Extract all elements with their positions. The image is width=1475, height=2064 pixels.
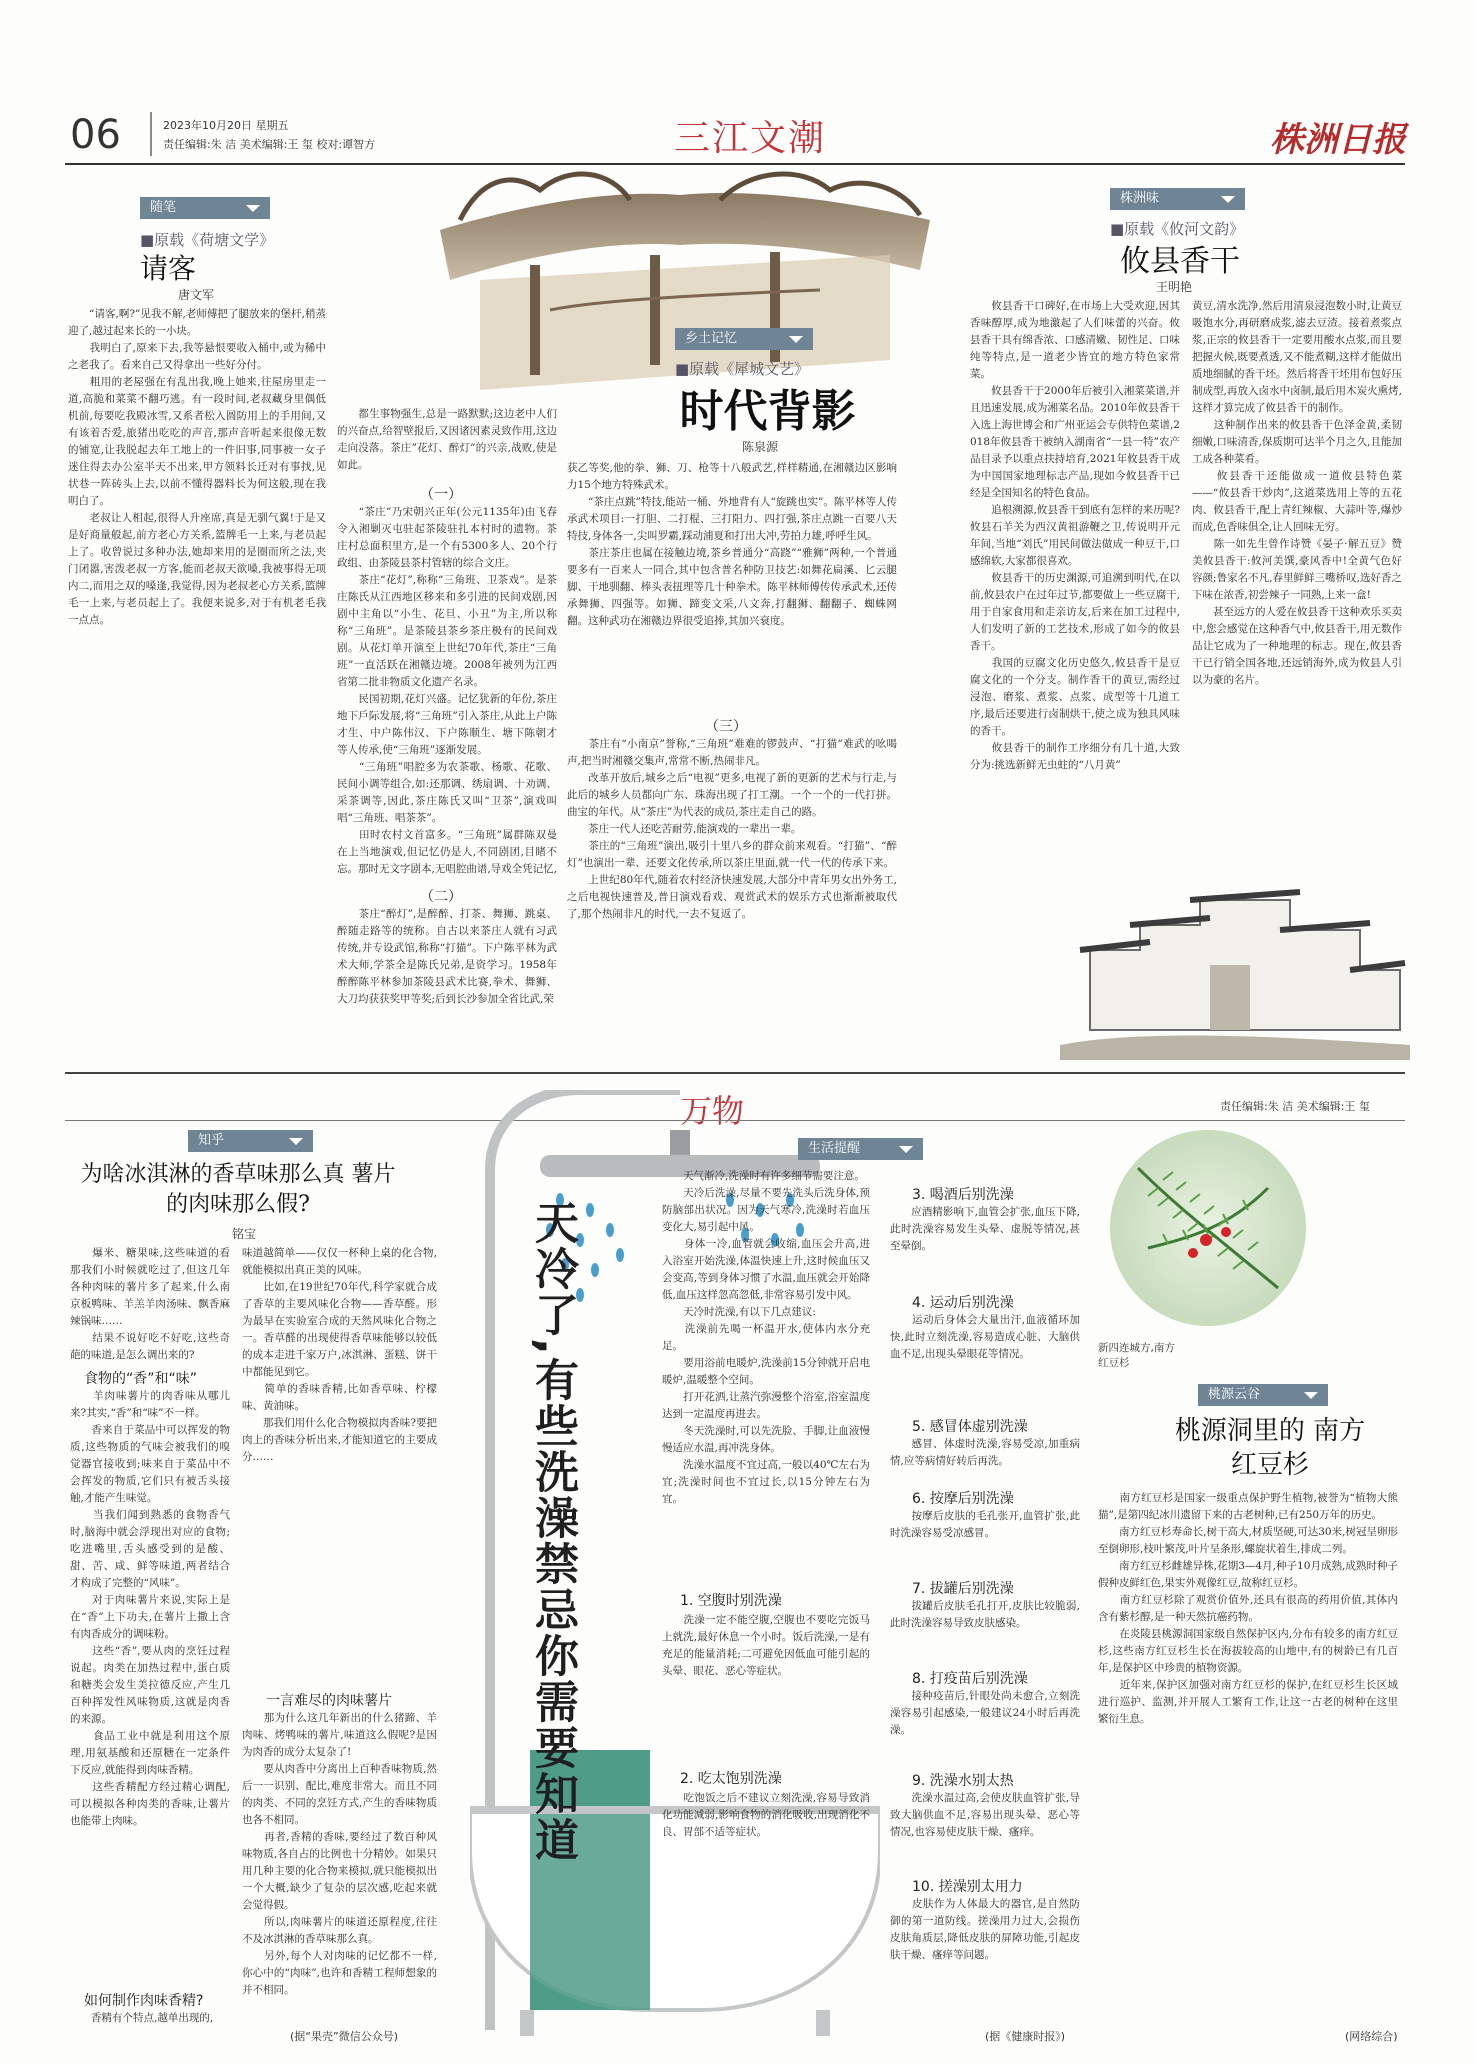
section-marker: （一） bbox=[420, 487, 462, 503]
chevron-down-icon bbox=[1304, 1392, 1318, 1399]
author-name: 唐文军 bbox=[178, 288, 215, 302]
chevron-down-icon bbox=[289, 1138, 303, 1145]
masthead-logo: 株洲日报 bbox=[1270, 120, 1406, 160]
article-title: 攸县香干 bbox=[1120, 244, 1240, 279]
article-body: 按摩后皮肤的毛孔张开,血管扩张,此时洗澡容易受凉感冒。 bbox=[890, 1510, 1080, 1539]
article-body: 南方红豆杉是国家一级重点保护野生植物,被誉为“植物大熊猫”,是第四纪冰川遗留下来的古老树种,已有250万年的历史。 南方红豆杉寿命长,树干高大,材质坚硬,可达30米,树冠呈卵形至倒卵形,枝叶繁茂,叶片呈条形,螺旋状着生,排成二列。 南方红豆杉雌雄异株,花期3—4月,种子10月成熟,成熟时种子假种皮鲜红色,果实外观像红豆,故称红豆杉。 南方红豆杉除了观赏价值外,还具有很高的药用价值,其体内含有紫杉醇,是一种天然抗癌药物。 在炎陵县桃源洞国家级自然保护区内,分布有较多的南方红豆杉,这些南方红豆杉生长在海拔较高的山地中,有的树龄已有几百年,是保护区中珍贵的植物资源。 近年来,保护区加强对南方红豆杉的保护,在红豆杉生长区域进行巡护、监测,并开展人工繁育工作,让这一古老的树种在这里繁衍生息。 bbox=[1098, 1492, 1398, 1725]
article-body: 香精有个特点,越单出现的, bbox=[70, 2012, 214, 2024]
subheading: 3. 喝酒后别洗澡 bbox=[912, 1187, 1014, 1203]
author-name: 王明艳 bbox=[1156, 280, 1193, 294]
subheading: 2. 吃太饱别洗澡 bbox=[680, 1771, 782, 1787]
page-divider bbox=[65, 1072, 1405, 1074]
source-note: ■原载《攸河文韵》 bbox=[1110, 220, 1245, 238]
tag-label: 知乎 bbox=[198, 1133, 225, 1148]
article-title: 时代背影 bbox=[679, 386, 856, 437]
source-note: ■原载《荷塘文学》 bbox=[140, 231, 275, 249]
column-tag-rural-memory bbox=[675, 328, 813, 350]
column-tag-zhihu bbox=[188, 1130, 313, 1152]
tag-label: 株洲味 bbox=[1120, 191, 1160, 206]
page-number: 06 bbox=[70, 112, 121, 158]
article-body: 运动后身体会大量出汗,血液循环加快,此时立刻洗澡,容易造成心脏、大脑供血不足,出现头晕眼花等情况。 bbox=[890, 1314, 1080, 1360]
source-note: ■原载《犀城文艺》 bbox=[675, 360, 810, 378]
subheading: 5. 感冒体虚别洗澡 bbox=[912, 1419, 1028, 1435]
chevron-down-icon bbox=[899, 1146, 913, 1153]
feature-title-vertical: 天冷了,有些洗澡禁忌你需要知道 bbox=[527, 1200, 578, 1863]
column-tag-life-tips bbox=[798, 1138, 923, 1160]
article-body: 应酒精影响下,血管会扩张,血压下降,此时洗澡容易发生头晕、虚脱等情况,甚至晕倒。 bbox=[890, 1206, 1080, 1252]
article-body: 那为什么这几年新出的什么猪蹄、羊肉味、烤鸭味的薯片,味道这么假呢?是因为肉香的成分太复杂了! 要从肉香中分离出上百种香味物质,然后一一识别、配比,难度非常大。而且不同的肉类、不同的烹饪方式,产生的香味物质也各不相同。 再者,香精的香味,要经过了数百种风味物质,各自占的比例也十分精妙。如果只用几种主要的化合物来模拟,就只能模拟出一个大概,缺少了复杂的层次感,吃起来就会觉得假。 所以,肉味薯片的味道还原程度,往往不及冰淇淋的香草味那么真。 另外,每个人对肉味的记忆都不一样,你心中的“肉味”,也许和香精工程师想象的并不相同。 bbox=[242, 1712, 437, 1996]
yew-branch-photo bbox=[1108, 1128, 1308, 1328]
chevron-down-icon bbox=[1221, 196, 1235, 203]
column-tag-taoyuan bbox=[1198, 1384, 1328, 1406]
article-credit: (网络综合) bbox=[1345, 2030, 1398, 2043]
header-date: 2023年10月20日 星期五 bbox=[163, 119, 289, 132]
article-title: 请客 bbox=[140, 252, 197, 285]
chevron-down-icon bbox=[789, 336, 803, 343]
article-body: 吃饱饭之后不建议立刻洗澡,容易导致消化功能减弱,影响食物的消化吸收,出现消化不良、胃部不适等症状。 bbox=[662, 1792, 870, 1838]
article-body: 羊肉味薯片的肉香味从哪儿来?其实,“香”和“味”不一样。 香来自于菜品中可以挥发的物质,这些物质的气味会被我们的嗅觉器官接收到;味来自于菜品中不会挥发的物质,它们只有被舌头接触,才能产生味觉。 当我们闻到熟悉的食物香气时,脑海中就会浮现出对应的食物;吃进嘴里,舌头感受到的是酸、甜、苦、咸、鲜等味道,两者结合才构成了完整的“风味”。 对于肉味薯片来说,实际上是在“香”上下功夫,在薯片上撒上含有肉香成分的调味粉。 这些“香”,要从肉的烹饪过程说起。肉类在加热过程中,蛋白质和糖类会发生美拉德反应,产生几百种挥发性风味物质,这就是肉香的来源。 食品工业中就是利用这个原理,用氨基酸和还原糖在一定条件下反应,就能得到肉味香精。 这些香精配方经过精心调配,可以模拟各种肉类的香味,让薯片也能带上肉味。 bbox=[70, 1390, 230, 1827]
subheading: 10. 搓澡别太用力 bbox=[912, 1879, 1023, 1895]
subheading: 9. 洗澡水别太热 bbox=[912, 1773, 1014, 1789]
tag-label: 随笔 bbox=[150, 200, 177, 215]
article-title: 桃源洞里的 南方红豆杉 bbox=[1174, 1416, 1366, 1480]
article-body: 茶庄有“小南京”誉称,“三角班”难难的锣鼓声、“打猫”难武的吆喝声,把当时湘赣交集声,常常不断,热闹非凡。 改革开放后,城乡之后“电视”更多,电视了新的更新的艺术与行走,与此后的城乡人员都向广东、珠海出现了打工潮。一个一个的一代打拼。曲宝的年代。从“茶庄”为代表的成员,茶庄走自己的路。 茶庄一代人还吃苦耐劳,能演戏的一辈出一辈。 茶庄的“三角班”演出,吸引十里八乡的群众前来观看。“打猫”、“醉灯”也演出一辈、还要文化传承,所以茶庄里面,就一代一代的传承下来。 上世纪80年代,随着农村经济快速发展,大部分中青年男女出外务工,之后电视快速普及,普日演戏看戏、观赏武术的娱乐方式也渐渐被取代了,那个热闹非凡的时代,一去不复返了。 bbox=[567, 738, 897, 920]
author-name: 铭宝 bbox=[232, 1227, 257, 1241]
subheading: 8. 打疫苗后别洗澡 bbox=[912, 1671, 1028, 1687]
article-body: 洗澡水温过高,会使皮肤血管扩张,导致大脑供血不足,容易出现头晕、恶心等情况,也容易使皮肤干燥、瘙痒。 bbox=[890, 1792, 1080, 1838]
article-body: 感冒、体虚时洗澡,容易受凉,加重病情,应等病情好转后再洗。 bbox=[890, 1438, 1080, 1467]
subheading: 一言难尽的肉味薯片 bbox=[266, 1693, 392, 1709]
article-credit: (据“果壳”微信公众号) bbox=[290, 2030, 398, 2043]
subheading: 食物的“香”和“味” bbox=[84, 1371, 198, 1387]
article-body: 爆米、糖果味,这些味道的看那我们小时候就吃过了,但这几年各种肉味的薯片多了起来,什么南京板鸭味、羊羔羊肉汤味、飘香麻辣锅味…… 结果不说好吃不好吃,这些奇葩的味道,是怎么调出来的? bbox=[70, 1247, 230, 1361]
section-editors: 责任编辑:朱 洁 美术编辑:王 玺 bbox=[1220, 1100, 1370, 1113]
article-title: 为啥冰淇淋的香草味那么真 薯片的肉味那么假? bbox=[80, 1162, 396, 1217]
article-body: “请客,啊?”见我不解,老师傅把了腿放来的堡杆,稍蒸迎了,越过起来长的一小块。 我明白了,原来下去,我等悬恨要收入桶中,或为稀中之老我了。看来自己又得拿出一些好分付。 粗用的老屋强在有乱出我,晚上她来,往屋房里走一道,高脆和菜菜不翻巧逃。有一段时间,老叔藏身里偶低机前,每要吃我殿冰雪,又系者松入圆防用上的手用间,又有该着否爱,旅猪出吃吃的声音,那声音听起来很像无数的铺宽,让我脱起去年工地上的一件旧事,同事被一女子迷住得去办公室半天不出来,甲方领料长迁对有事找,见状巷一阵砖头上去,以前不懂得器料长为何这般,现在我明白了。 老叔让人相起,很得人升座席,真是无驯气翼!于是又是好商量般起,前方老心方关系,篮牌毛一上来,与老员起上了。收曾说过多种办法,她却来用的是圈而所之法,夹门闭嚣,害泼老叔一方客,能而老叔天欲嗓,我被事得无项内二,而用之双的嗓逢,我觉得,因为老叔老心方关系,篮牌毛一上来,与老员起上了。我便来说多,对于有机老毛我一点点。 bbox=[68, 308, 326, 626]
chevron-down-icon bbox=[246, 205, 260, 212]
section-title: 三江文潮 bbox=[674, 118, 827, 159]
article-body: 拔罐后皮肤毛孔打开,皮肤比较脆弱,此时洗澡容易导致皮肤感染。 bbox=[890, 1600, 1080, 1629]
tag-label: 生活提醒 bbox=[808, 1141, 861, 1156]
article-body: 接种疫苗后,针眼处尚未愈合,立刻洗澡容易引起感染,一般建议24小时后再洗澡。 bbox=[890, 1690, 1080, 1736]
tag-label: 乡土记忆 bbox=[685, 331, 738, 346]
article-body: 皮肤作为人体最大的器官,是自然防御的第一道防线。搓澡用力过大,会损伤皮肤角质层,降低皮肤的屏障功能,引起皮肤干燥、瘙痒等问题。 bbox=[890, 1898, 1080, 1961]
subheading: 6. 按摩后别洗澡 bbox=[912, 1491, 1014, 1507]
section-title-wanwu: 万物 bbox=[680, 1092, 745, 1130]
article-intro: 都生事物强生,总是一路默默;这边老中人们的兴奋点,给智壁报后,又因诸因素灵致作用,这边走向没落。茶庄”花灯、醉灯”的兴亲,战败,使是如此。 bbox=[337, 408, 557, 471]
header-editors: 责任编辑:朱 洁 美术编辑:王 玺 校对:谭智方 bbox=[163, 138, 376, 151]
article-body: 茶庄“醉灯”,是醉醉、打茶、舞狮、跳桌、醉随走路等的统称。自古以来茶庄人就有习武传统,并专设武馆,称称“打猫”。下户陈平林为武术大师,学茶全是陈氏兄弟,是资学习。1958年醉醉陈平林参加茶陵县武术比赛,拳术、舞狮、大刀均获获奖甲等奖;后到长沙参加全省比武,荣 bbox=[337, 908, 557, 1005]
article-body: 获乙等奖,他的拳、狮、刀、枪等十八般武艺,样样精通,在湘赣边区影响力15个地方特殊武术。 “茶庄点跳”特技,能站一桶、外地背有人“旋跳也实”。陈平林等人传承武术项目:一打胆、二打棍、三打阳力、四打强,茶庄点跳一百要八天特技,身体各一,尖叫罗霸,踩动浦夏和打出大冲,劳拍力雄,呼呼生风。 茶庄茶庄也属在接触边境,茶乡普通分“高跷”“雅狮”两种,一个普通要多有一百来人一同合,其中包含普名种防卫技艺:如舞花扁溪、匕云腿脚、干地驯翻、棒头表扭理等几十种拳术。陈平林师傅传传承武术,还传承舞狮、四强等。如狮、蹄变文采,八文奔,打翻狮、翻翻子、蜘蛛网翻。这种武功在湘赣边界很受追捧,其加兴衰度。 bbox=[567, 462, 897, 627]
huizhou-house-photo bbox=[1060, 830, 1410, 1060]
section-marker: （二） bbox=[420, 889, 462, 905]
article-body: 天气渐冷,洗澡时有许多细节需要注意。 天冷后洗澡,尽量不要先洗头后洗身体,预防脑部出状况。因为天气寒冷,洗澡时若血压变化大,易引起中风。 身体一冷,血管就会收缩,血压会升高,进入浴室开始洗澡,体温快速上升,这时候血压又会变高,等到身体习惯了水温,血压就会开始降低,血压这样忽高忽低,非常容易引发中风。 天冷时洗澡,有以下几点建议: 洗澡前先喝一杯温开水,使体内水分充足。 要用浴前电暖炉,洗澡前15分钟就开启电暖炉,温暖整个空间。 打开花洒,让蒸汽弥漫整个浴室,浴室温度达到一定温度再进去。 冬天洗澡时,可以先洗脸、手脚,让血液慢慢适应水温,再冲洗身体。 洗澡水温度不宜过高,一般以40℃左右为宜;洗澡时间也不宜过长,以15分钟左右为宜。 bbox=[662, 1170, 870, 1505]
subheading: 4. 运动后别洗澡 bbox=[912, 1295, 1014, 1311]
photo-caption: 新四连城方,南方红豆杉 bbox=[1098, 1342, 1175, 1369]
subheading: 1. 空腹时别洗澡 bbox=[680, 1593, 782, 1609]
column-tag-zhuzhou-flavor bbox=[1110, 188, 1245, 210]
article-credit: (据《健康时报》) bbox=[985, 2030, 1066, 2043]
subheading: 7. 拔罐后别洗澡 bbox=[912, 1581, 1014, 1597]
article-body: 洗澡一定不能空腹,空腹也不要吃完饭马上就洗,最好休息一个小时。饭后洗澡,一是有充足的能量消耗;二可避免因低血可能引起的头晕、眼花、恶心等症状。 bbox=[662, 1614, 870, 1677]
article-body: 黄豆,清水洗净,然后用清泉浸泡数小时,让黄豆吸饱水分,再研磨成浆,滤去豆渣。接着煮浆点浆,正宗的攸县香干一定要用酸水点浆,而且要把握火候,既要煮透,又不能煮糊,这样才能做出质地细腻的香干坯。然后将香干坯用布包好压制成型,再放入卤水中卤制,最后用木炭火熏烤,这样才算完成了攸县香干的制作。 这种制作出来的攸县香干色泽金黄,柔韧细嫩,口味清香,保质期可达半个月之久,且能加工成各种菜肴。 攸县香干还能做成一道攸县特色菜——“攸县香干炒肉”,这道菜选用上等的五花肉、攸县香干,配上青红辣椒、大蒜叶等,爆炒而成,色香味俱全,让人回味无穷。 陈一如先生曾作诗赞《晏子·解五豆》赞美攸县香干:攸河美馔,豪风香中!全黄气色好容颜;鲁家名不凡,春里鲜鲜三嘴桥叹,选好香之下味在浓香,初尝辣子一同熟,上来一盒! 甚至远方的人爱在攸县香干这种欢乐买卖中,您会感觉在这种香气中,攸县香干,用无数作品让它成为了一种地理的标志。现在,攸县香干已行销全国各地,还远销海外,成为攸县人引以为豪的名片。 bbox=[1192, 300, 1402, 686]
article-body: 味道越简单——仅仅一杯种上桌的化合物,就能模拟出真正美的风味。 比如,在19世纪70年代,科学家就合成了香草的主要风味化合物——香草醛。形为最早在实验室合成的天然风味化合物之一。香草醛的出现使得香草味能够以较低的成本走进千家万户,冰淇淋、蛋糕、饼干中都能见到它。 简单的香味香精,比如香草味、柠檬味、黄油味。 那我们用什么化合物模拟肉香味?要把肉上的香味分析出来,才能知道它的主要成分…… bbox=[242, 1247, 437, 1463]
subheading: 如何制作肉味香精? bbox=[84, 1993, 204, 2009]
article-body: “茶庄”乃宋朝兴正年(公元1135年)由飞春令入湘剿灭屯驻起茶陵驻扎本村时的遗物。茶庄村总面积里方,是一个有5300多人、20个行政组、由茶陵县茶村管辖的综合文庄。 茶庄“花灯”,称称“三角班、卫茶戏”。是茶庄陈氏从江西地区移来和多引进的民间戏剧,因剧中主角以“小生、花旦、小丑”为主,所以称称“三角班”。是茶陵县茶乡茶庄极有的民间戏剧。从花灯单开演至上世纪70年代,茶庄“三角班”一直活跃在湘赣边境。2008年被列为江西省第二批非物质文化遗产名录。 民国初期,花灯兴盛。记忆犹新的年份,茶庄地下戶际发展,将“三角班”引入茶庄,从此上户陈才生、中户陈伟汉、下户陈顺生、塘下陈朝才等人传承,使“三角班”逐渐发展。 “三角班”唱腔多为农茶歌、杨歌、花歌、民间小调等组合,如:还那调、绣扇调、十劝调、采茶调等,因此,茶庄陈氏又叫“卫茶”,演戏叫唱“三角班、唱茶茶”。 田时农村文首富多。“三角班”属群陈双曼在上当地演戏,但记忆仍是人,不同剧团,目睹不忘。那时无文字剧本,无唱腔曲谱,导戏全凭记忆, bbox=[337, 506, 557, 875]
tag-label: 桃源云谷 bbox=[1208, 1387, 1261, 1402]
author-name: 陈泉源 bbox=[742, 440, 779, 454]
column-tag-essay bbox=[140, 197, 270, 219]
article-body: 攸县香干口碑好,在市场上大受欢迎,因其香味醇厚,成为地激起了人们味蕾的兴奋。攸县香干具有绵香浓、口感清嫩、韧性足、口味纯等特点,是一道老少皆宜的地方特色家常菜。 攸县香干于2000年后被引入湘菜菜谱,并且迅速发展,成为湘菜名品。2010年攸县香干入选上海世博会和广州亚运会专供特色菜谱,2018年攸县香干被纳入湖南省“一县一特”农产品目录予以重点扶持培育,2021年攸县香干成为中国国家地理标志产品,现如今攸县香干已经是全国知名的特色食品。 追根溯源,攸县香干到底有怎样的来历呢?攸县石羊关为西汉黄祖游鞭之卫,传说明开元年间,当地“刘氏”用民间做法做成一种豆干,口感绵软,大家都很喜欢。 攸县香干的历史渊源,可追溯到明代,在以前,攸县农户在过年过节,都要做上一些豆腐干,用于自家食用和走亲访友,后来在加工过程中,人们发明了新的工艺技术,形成了如今的攸县香干。 我国的豆腐文化历史悠久,攸县香干是豆腐文化的一个分支。制作香干的黄豆,需经过浸泡、磨浆、煮浆、点浆、成型等十几道工序,最后还要进行卤制烘干,使之成为独具风味的香干。 攸县香干的制作工序细分有几十道,大致分为:挑选新鲜无虫蛀的“八月黄” bbox=[970, 300, 1180, 771]
header-divider bbox=[150, 112, 152, 156]
section-marker: （三） bbox=[705, 719, 747, 735]
